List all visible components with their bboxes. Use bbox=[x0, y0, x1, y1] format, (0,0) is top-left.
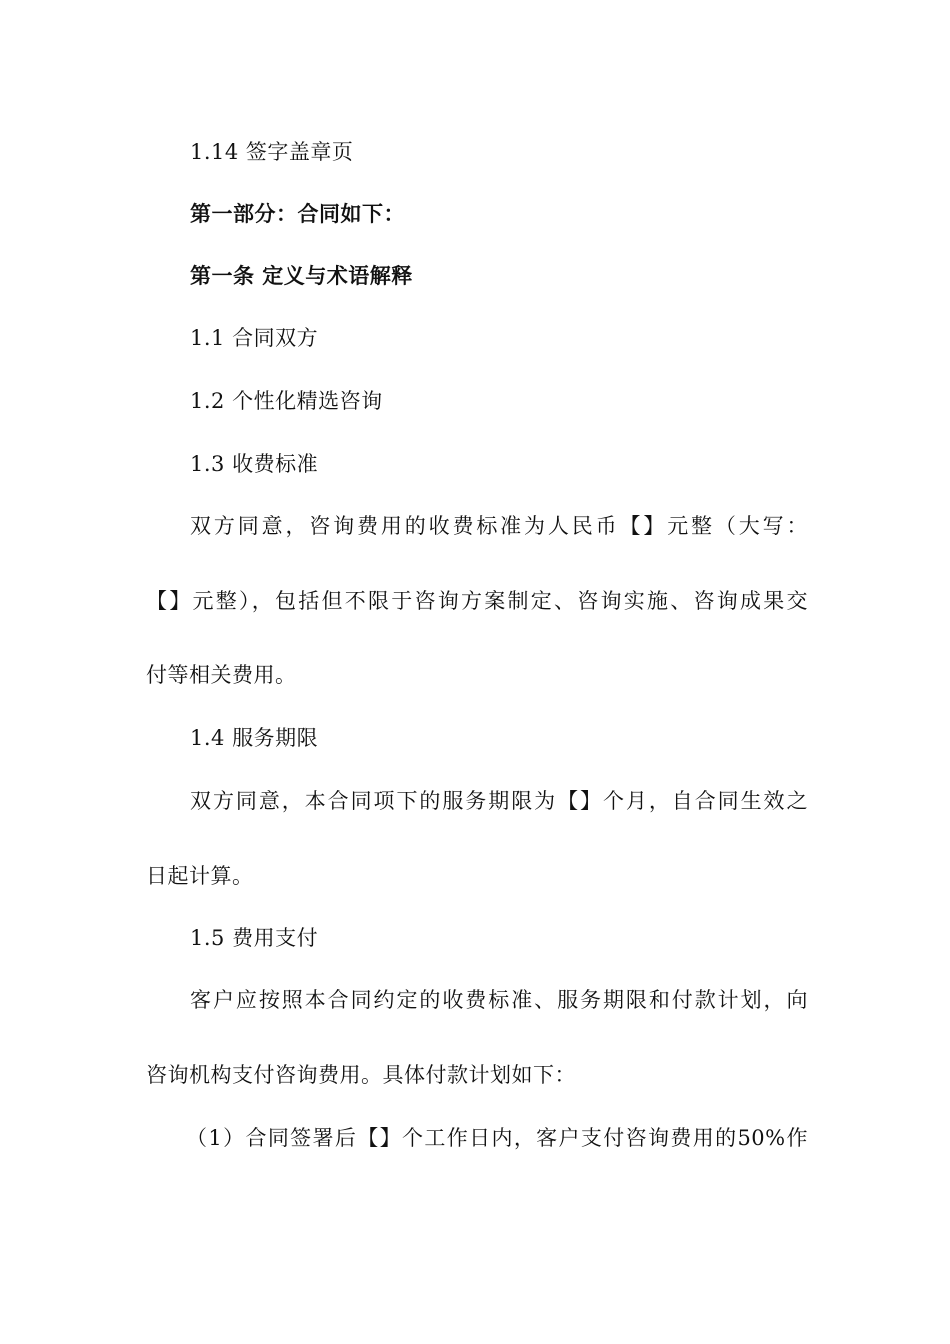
paragraph-line: 双方同意，咨询费用的收费标准为人民币【】元整（大写： bbox=[190, 514, 808, 538]
part-heading: 第一部分：合同如下： bbox=[190, 202, 405, 226]
clause-heading-consulting: 1.2 个性化精选咨询 bbox=[190, 389, 383, 413]
toc-item-signature-page: 1.14 签字盖章页 bbox=[190, 140, 354, 164]
paragraph-line: 【】元整），包括但不限于咨询方案制定、咨询实施、咨询成果交 bbox=[146, 589, 808, 613]
paragraph-line: 日起计算。 bbox=[146, 864, 254, 888]
paragraph-line: 双方同意，本合同项下的服务期限为【】个月，自合同生效之 bbox=[190, 789, 808, 813]
payment-plan-item: （1）合同签署后【】个工作日内，客户支付咨询费用的50%作 bbox=[186, 1126, 808, 1150]
clause-heading-payment: 1.5 费用支付 bbox=[190, 926, 319, 950]
clause-heading-parties: 1.1 合同双方 bbox=[190, 326, 319, 350]
clause-heading-service-term: 1.4 服务期限 bbox=[190, 726, 319, 750]
article-heading: 第一条 定义与术语解释 bbox=[190, 264, 413, 288]
paragraph-line: 咨询机构支付咨询费用。具体付款计划如下： bbox=[146, 1063, 576, 1087]
paragraph-line: 客户应按照本合同约定的收费标准、服务期限和付款计划，向 bbox=[190, 988, 808, 1012]
paragraph-line: 付等相关费用。 bbox=[146, 663, 297, 687]
clause-heading-fee-standard: 1.3 收费标准 bbox=[190, 452, 319, 476]
